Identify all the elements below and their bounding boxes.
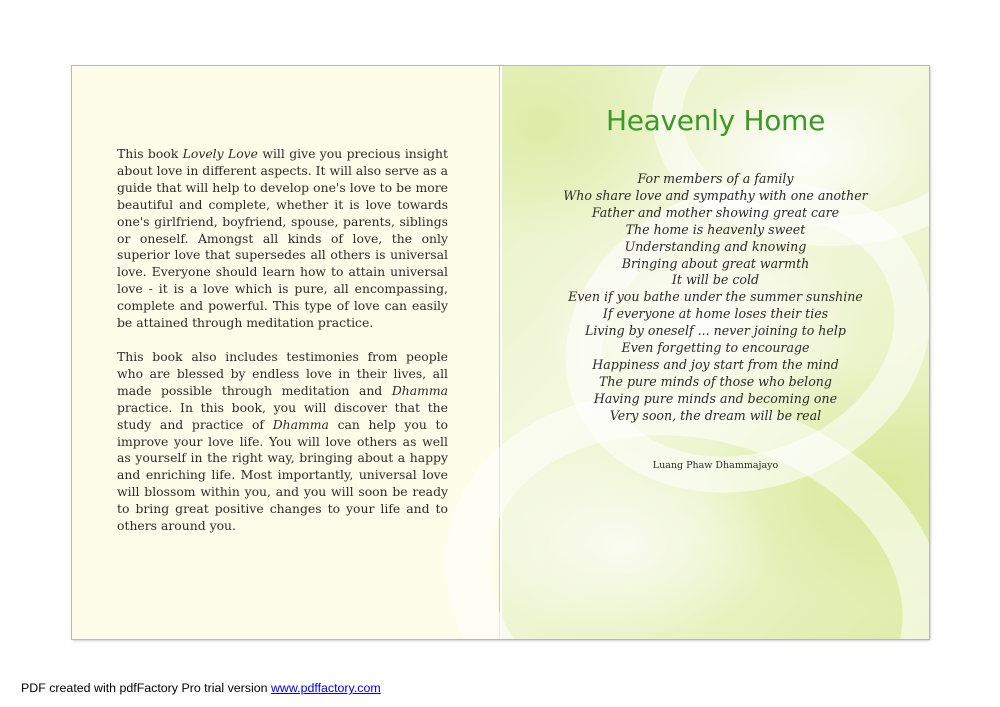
poem-line: Even if you bathe under the summer sunshine xyxy=(568,289,863,305)
poem-line: Father and mother showing great care xyxy=(591,204,840,220)
text-run: can help you to improve your love life. You will love others as well as yourself in the right way, bringing about a happy and enriching life. Most importantly, universal love will blossom within you, and you will soon be ready to bring great positive changes to your life and to others around you. xyxy=(117,416,448,534)
poem-line: Understanding and knowing xyxy=(624,238,807,254)
text-run: practice. In this book, you will discover that the study and practice of xyxy=(117,399,448,432)
poem-line: Having pure minds and becoming one xyxy=(593,390,838,406)
poem-line: Who share love and sympathy with one another xyxy=(563,187,868,203)
italic-term: Dhamma xyxy=(391,382,448,398)
poem-line: For members of a family xyxy=(637,171,794,186)
book-spread xyxy=(72,66,929,639)
intro-text xyxy=(117,146,448,552)
poem-title: Heavenly Home xyxy=(605,104,826,137)
text-run: will give you precious insight about love in different aspects. It will also serve as a guide that will help to develop one's love to be more beautiful and complete, whether it is love towards one's girlfriend, boyfriend, spouse, parents, siblings or oneself. Amongst all kinds of love, the only superior love that supersedes all others is universal love. Everyone should learn how to attain universal love - it is a love which is pure, all encompassing, complete and powerful. This type of love can easily be attained through meditation practice. xyxy=(117,146,448,331)
text-run: This book also includes testimonies from people who are blessed by endless love in their lives, all made possible through meditation and xyxy=(117,348,448,398)
poem xyxy=(502,171,929,425)
footer-link[interactable]: www.pdffactory.com xyxy=(270,681,381,695)
poem-line: Bringing about great warmth xyxy=(621,255,810,271)
poem-line: Very soon, the dream will be real xyxy=(609,407,822,423)
pdf-footer xyxy=(21,681,381,695)
intro-paragraph-1 xyxy=(117,146,448,332)
italic-term: Dhamma xyxy=(272,416,329,432)
poem-line: Happiness and joy start from the mind xyxy=(592,356,839,372)
poem-line: The pure minds of those who belong xyxy=(599,373,832,389)
poem-line: If everyone at home loses their ties xyxy=(602,306,829,322)
intro-paragraph-2 xyxy=(117,349,448,535)
poem-line: Living by oneself ... never joining to help xyxy=(585,323,846,339)
text-run: This book xyxy=(117,146,183,161)
poem-line: Even forgetting to encourage xyxy=(621,340,810,356)
poem-line: It will be cold xyxy=(671,272,760,288)
poem-line: The home is heavenly sweet xyxy=(625,221,806,237)
italic-term: Lovely Love xyxy=(182,146,258,161)
right-page xyxy=(502,66,929,639)
poem-author: Luang Phaw Dhammajayo xyxy=(652,460,779,471)
left-page xyxy=(72,66,500,639)
footer-text: PDF created with pdfFactory Pro trial version xyxy=(21,681,271,695)
